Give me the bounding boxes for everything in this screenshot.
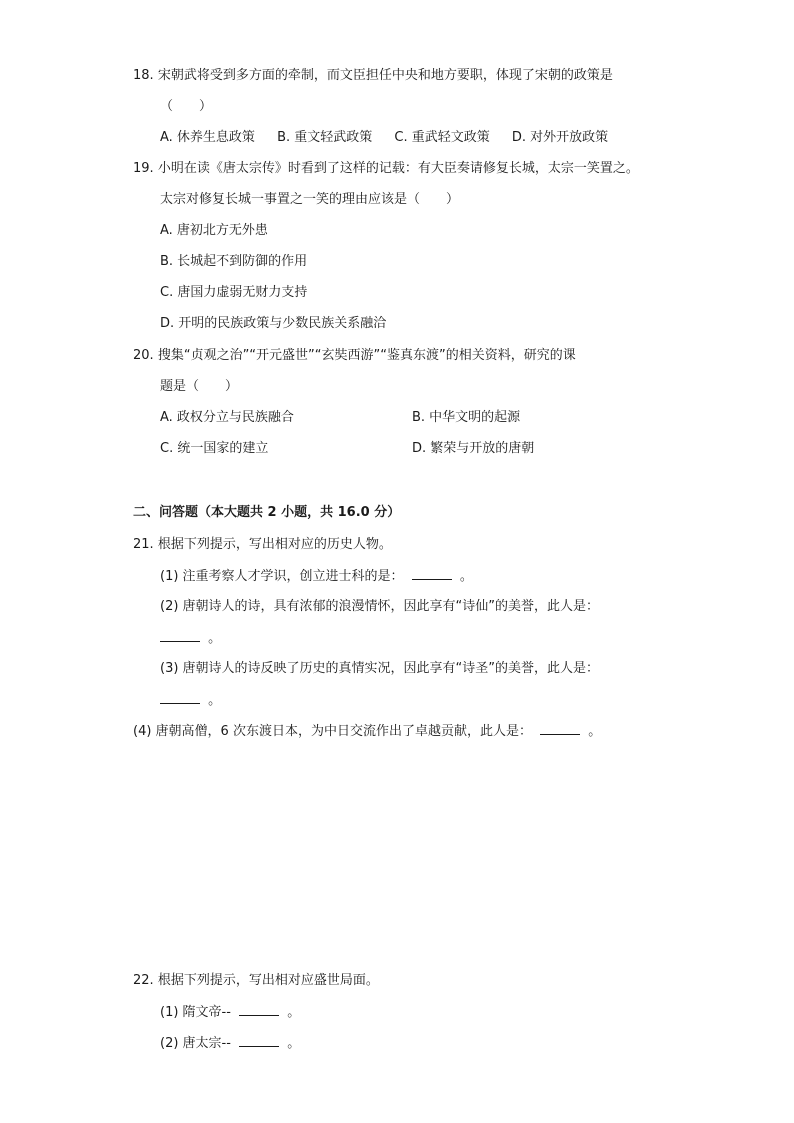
- q21-item-1: [160, 567, 473, 586]
- q18-options: [160, 129, 608, 147]
- end-mark: 。: [287, 1036, 301, 1051]
- section-heading: 二、问答题（本大题共 2 小题，共 16.0 分）: [133, 505, 401, 520]
- q21-item-1-text: (1) 注重考察人才学识，创立进士科的是：: [160, 569, 404, 584]
- q18-option-d: D. 对外开放政策: [511, 130, 609, 145]
- q20-option-c: C. 统一国家的建立: [160, 441, 269, 456]
- q22-number: 22.: [133, 973, 154, 988]
- q19-option-c: C. 唐国力虚弱无财力支持: [160, 285, 308, 300]
- end-mark: 。: [208, 631, 222, 646]
- q21-item-3: (3) 唐朝诗人的诗反映了历史的真情实况，因此享有“诗圣”的美誉，此人是：: [160, 661, 600, 676]
- answer-blank[interactable]: [160, 691, 200, 704]
- q21-item-4-text: (4) 唐朝高僧，6 次东渡日本，为中日交流作出了卓越贡献，此人是：: [133, 724, 532, 739]
- q18-bracket: （ ）: [160, 99, 213, 114]
- q18-option-c: C. 重武轻文政策: [394, 130, 490, 145]
- q20-number: 20.: [133, 348, 154, 363]
- q22-stem-text: 根据下列提示，写出相对应盛世局面。: [157, 973, 379, 988]
- answer-blank[interactable]: [412, 567, 452, 580]
- q19-stem-line2: 太宗对修复长城一事置之一笑的理由应该是（ ）: [160, 192, 460, 207]
- q22-item-2: [160, 1034, 300, 1053]
- q19-option-b: B. 长城起不到防御的作用: [160, 254, 308, 269]
- q21-stem-text: 根据下列提示，写出相对应的历史人物。: [157, 537, 392, 552]
- q18-number: 18.: [133, 68, 154, 83]
- q22-stem: [133, 972, 379, 990]
- end-mark: 。: [208, 693, 222, 708]
- q20-option-a: A. 政权分立与民族融合: [160, 410, 294, 425]
- q21-stem: [133, 536, 392, 554]
- q21-item-4: [133, 722, 601, 741]
- q18-option-b: B. 重文轻武政策: [277, 130, 373, 145]
- q20-option-b: B. 中华文明的起源: [412, 410, 521, 425]
- q22-item-1-text: (1) 隋文帝--: [160, 1005, 231, 1020]
- q21-item-2-answer: [160, 629, 221, 648]
- q19-option-d: D. 开明的民族政策与少数民族关系融洽: [160, 316, 387, 331]
- q18-option-a: A. 休养生息政策: [160, 130, 255, 145]
- q20-stem-line1: [133, 347, 576, 365]
- end-mark: 。: [588, 724, 602, 739]
- q21-number: 21.: [133, 537, 154, 552]
- q19-option-a: A. 唐初北方无外患: [160, 223, 268, 238]
- end-mark: 。: [459, 569, 473, 584]
- q19-number: 19.: [133, 161, 154, 176]
- q21-item-2: (2) 唐朝诗人的诗，具有浓郁的浪漫情怀，因此享有“诗仙”的美誉，此人是：: [160, 599, 600, 614]
- answer-blank[interactable]: [239, 1003, 279, 1016]
- answer-blank[interactable]: [160, 629, 200, 642]
- q18-stem-text: 宋朝武将受到多方面的牵制，而文臣担任中央和地方要职，体现了宋朝的政策是: [157, 68, 613, 83]
- q21-item-3-answer: [160, 691, 221, 710]
- q22-item-2-text: (2) 唐太宗--: [160, 1036, 231, 1051]
- q22-item-1: [160, 1003, 300, 1022]
- answer-blank[interactable]: [540, 722, 580, 735]
- end-mark: 。: [287, 1005, 301, 1020]
- q20-stem-line2: 题是（ ）: [160, 379, 239, 394]
- answer-blank[interactable]: [239, 1034, 279, 1047]
- q20-stem-text-1: 搜集“贞观之治”“开元盛世”“玄奘西游”“鉴真东渡”的相关资料，研究的课: [157, 348, 576, 363]
- q19-stem-line1: [133, 160, 639, 178]
- q20-option-d: D. 繁荣与开放的唐朝: [412, 441, 535, 456]
- q19-stem-text-1: 小明在读《唐太宗传》时看到了这样的记载：有大臣奏请修复长城，太宗一笑置之。: [157, 161, 639, 176]
- q18-stem: [133, 67, 613, 85]
